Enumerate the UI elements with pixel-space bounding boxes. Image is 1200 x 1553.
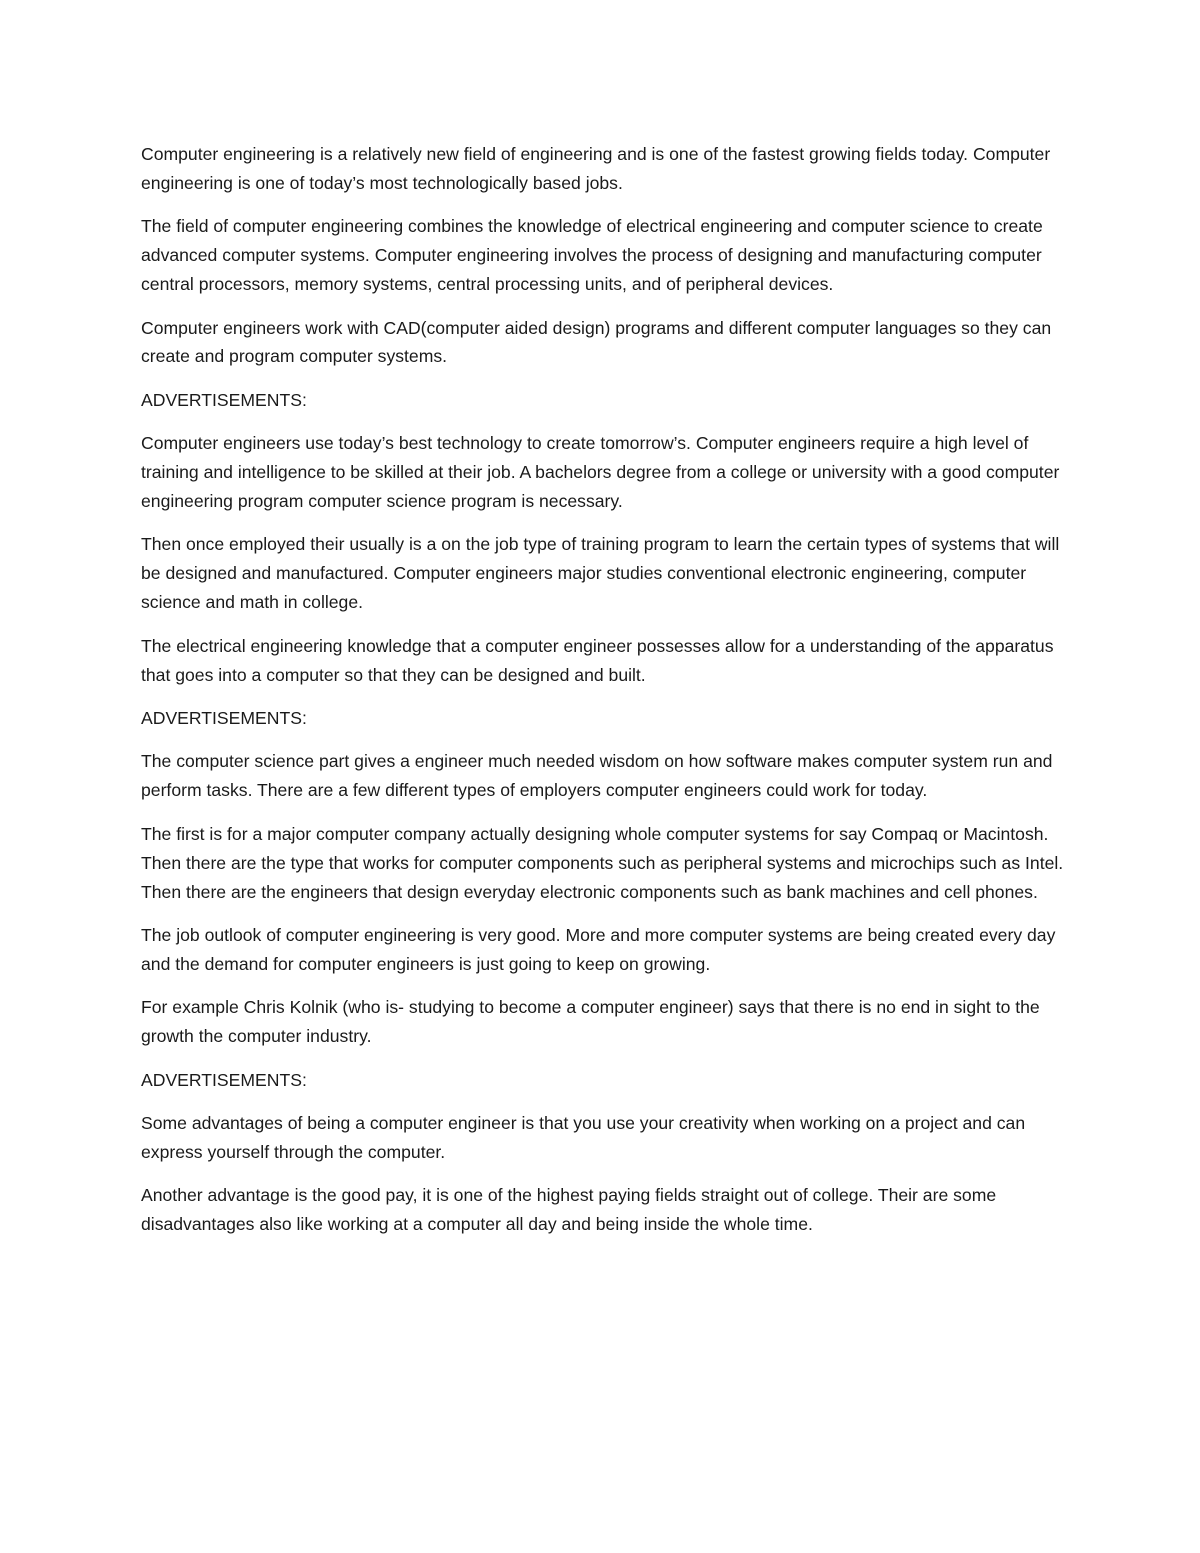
paragraph-field-definition: The field of computer engineering combines the knowledge of electrical engineering and computer science to create advanced computer systems. Computer engineering involves the process of designing and manufacturing computer central processors, memory systems, central processing units, and of peripheral devices. [141, 216, 1043, 295]
advertisements-label: ADVERTISEMENTS: [141, 1069, 307, 1090]
paragraph-intro: Computer engineering is a relatively new field of engineering and is one of the fastest growing fields today. Computer engineering is one of today’s most technologically based jobs. [141, 144, 1051, 193]
paragraph-pay-and-disadvantages: Another advantage is the good pay, it is one of the highest paying fields straight out of college. Their are some disadvantages also like working at a computer all day and being inside the whole time. [141, 1185, 997, 1235]
paragraph-cad-programs: Computer engineers work with CAD(computer aided design) programs and different computer languages so they can create and program computer systems. [141, 317, 1052, 367]
advertisements-label: ADVERTISEMENTS: [141, 708, 307, 728]
paragraph-computer-science: The computer science part gives a engineer much needed wisdom on how software makes computer system run and perform tasks. There are a few different types of employers computer engineers could work for today. [141, 751, 1053, 801]
advertisements-label: ADVERTISEMENTS: [141, 389, 307, 410]
paragraph-advantages: Some advantages of being a computer engineer is that you use your creativity when working on a project and can express yourself through the computer. [141, 1112, 1026, 1162]
paragraph-employers: The first is for a major computer company actually designing whole computer systems for say Compaq or Macintosh. Then there are the type that works for computer components such as peripheral systems and microchips such as Intel. Then there are the engineers that design everyday electronic components such as bank machines and cell phones. [141, 823, 1064, 902]
document-body [141, 140, 1069, 1254]
paragraph-job-outlook: The job outlook of computer engineering is very good. More and more computer systems are being created every day and the demand for computer engineers is just going to keep on growing. [141, 924, 1056, 974]
paragraph-electrical-knowledge: The electrical engineering knowledge that a computer engineer possesses allow for a understanding of the apparatus that goes into a computer so that they can be designed and built. [141, 635, 1054, 685]
paragraph-employment: Then once employed their usually is a on the job type of training program to learn the certain types of systems that will be designed and manufactured. Computer engineers major studies conventional electronic engineering, computer science and math in college. [141, 534, 1060, 613]
paragraph-example: For example Chris Kolnik (who is- studying to become a computer engineer) says that there is no end in sight to the growth the computer industry. [141, 997, 1040, 1047]
paragraph-training: Computer engineers use today’s best technology to create tomorrow’s. Computer engineers require a high level of training and intelligence to be skilled at their job. A bachelors degree from a college or university with a good computer engineering program computer science program is necessary. [141, 433, 1060, 512]
